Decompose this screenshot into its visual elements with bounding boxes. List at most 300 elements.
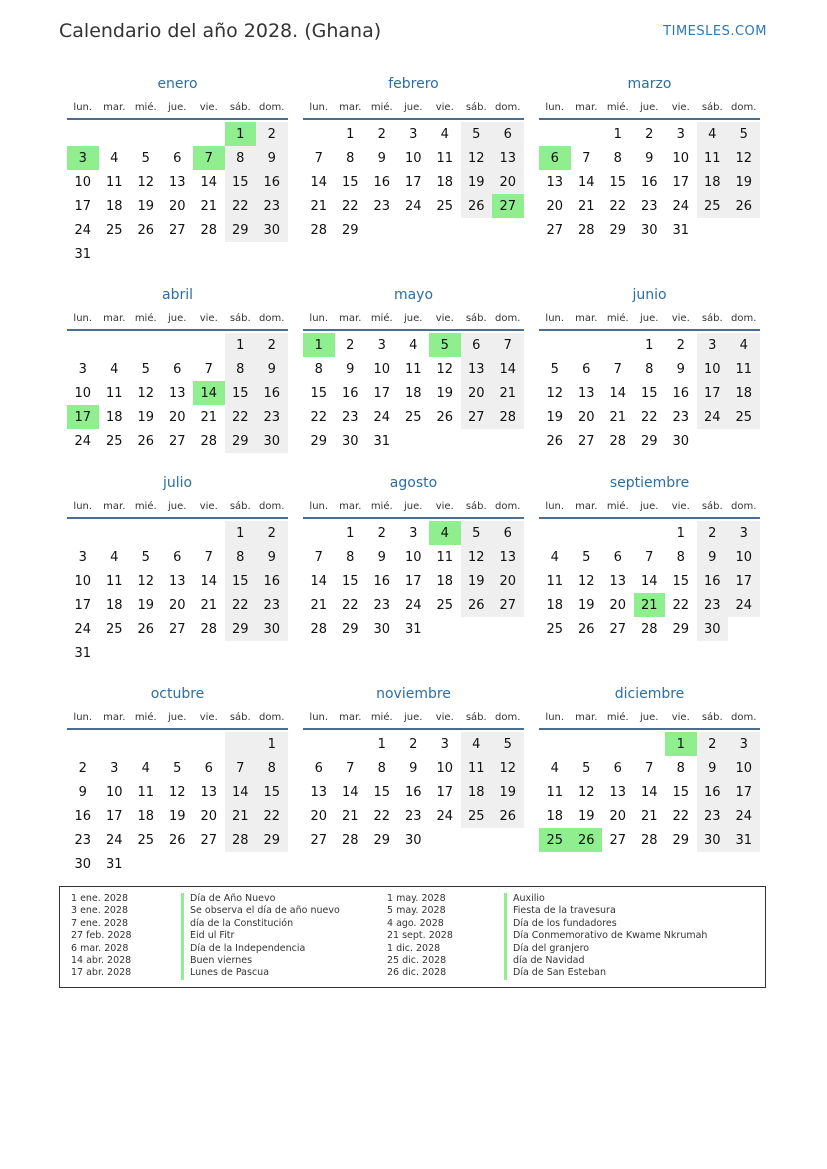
day-cell: 26 — [577, 621, 595, 637]
day-cell: 11 — [105, 573, 123, 589]
month-title: marzo — [627, 76, 672, 92]
day-cell: 27 — [609, 621, 627, 637]
holiday-day-cell: 25 — [539, 828, 571, 852]
day-cell: 8 — [676, 760, 685, 776]
weekday-label: jue. — [168, 312, 187, 324]
day-cell: 25 — [546, 621, 564, 637]
empty-cell — [162, 333, 194, 357]
day-grid — [303, 122, 524, 242]
day-cell: 28 — [492, 405, 524, 429]
day-cell: 22 — [225, 405, 257, 429]
day-cell: 13 — [168, 385, 186, 401]
weekday-label: sáb. — [701, 312, 723, 324]
day-cell: 8 — [613, 150, 622, 166]
day-cell: 10 — [404, 549, 422, 565]
day-cell: 12 — [577, 573, 595, 589]
holiday-name: Día de la Independencia — [181, 943, 340, 955]
empty-cell — [193, 732, 225, 756]
day-cell: 2 — [256, 333, 288, 357]
day-cell: 5 — [141, 549, 150, 565]
day-cell: 28 — [200, 433, 218, 449]
day-cell: 5 — [582, 549, 591, 565]
day-cell: 30 — [672, 433, 690, 449]
day-cell: 25 — [105, 621, 123, 637]
day-cell: 19 — [461, 170, 493, 194]
holiday-day-cell: 7 — [193, 146, 225, 170]
day-cell: 23 — [373, 597, 391, 613]
day-cell: 25 — [728, 405, 760, 429]
weekday-label: mar. — [339, 312, 362, 324]
day-cell: 5 — [461, 521, 493, 545]
day-cell: 17 — [373, 385, 391, 401]
day-cell: 29 — [225, 429, 257, 453]
weekday-label: sáb. — [465, 312, 487, 324]
day-cell: 31 — [74, 645, 92, 661]
day-cell: 23 — [697, 593, 729, 617]
day-cell: 19 — [461, 569, 493, 593]
day-cell: 28 — [577, 222, 595, 238]
day-cell: 1 — [377, 736, 386, 752]
day-cell: 27 — [168, 222, 186, 238]
day-cell: 7 — [582, 150, 591, 166]
day-cell: 28 — [200, 621, 218, 637]
holiday-name: Auxilio — [504, 893, 707, 905]
day-grid — [67, 732, 288, 876]
day-cell: 6 — [492, 521, 524, 545]
weekday-header — [67, 495, 288, 519]
weekday-label: lun. — [545, 312, 565, 324]
day-cell: 18 — [436, 573, 454, 589]
month-title: junio — [632, 287, 667, 303]
weekday-label: mié. — [606, 711, 629, 723]
weekday-header — [67, 96, 288, 120]
day-cell: 30 — [256, 617, 288, 641]
day-cell: 9 — [256, 545, 288, 569]
holiday-date: 4 ago. 2028 — [387, 917, 444, 929]
day-cell: 8 — [645, 361, 654, 377]
month-title: febrero — [388, 76, 439, 92]
weekday-label: sáb. — [229, 101, 251, 113]
day-cell: 4 — [110, 549, 119, 565]
day-cell: 5 — [550, 361, 559, 377]
weekday-header — [303, 96, 524, 120]
empty-cell — [571, 333, 603, 357]
day-cell: 24 — [373, 409, 391, 425]
day-cell: 24 — [105, 832, 123, 848]
day-cell: 21 — [200, 409, 218, 425]
holiday-date: 7 ene. 2028 — [71, 917, 128, 929]
day-cell: 22 — [640, 409, 658, 425]
weekday-label: dom. — [495, 312, 521, 324]
day-cell: 29 — [373, 832, 391, 848]
day-cell: 23 — [256, 593, 288, 617]
day-grid — [67, 333, 288, 453]
weekday-label: mar. — [103, 312, 126, 324]
empty-cell — [303, 122, 335, 146]
day-cell: 12 — [137, 385, 155, 401]
day-cell: 24 — [697, 405, 729, 429]
day-cell: 16 — [373, 573, 391, 589]
day-cell: 23 — [404, 808, 422, 824]
day-cell: 9 — [697, 756, 729, 780]
day-cell: 19 — [577, 597, 595, 613]
day-cell: 17 — [105, 808, 123, 824]
weekday-label: lun. — [545, 711, 565, 723]
day-cell: 7 — [645, 760, 654, 776]
day-cell: 13 — [461, 357, 493, 381]
day-cell: 18 — [546, 597, 564, 613]
day-cell: 15 — [672, 573, 690, 589]
day-cell: 25 — [461, 804, 493, 828]
day-cell: 27 — [609, 832, 627, 848]
weekday-label: vie. — [671, 711, 690, 723]
day-cell: 11 — [105, 385, 123, 401]
weekday-header — [539, 495, 760, 519]
weekday-label: dom. — [259, 500, 285, 512]
weekday-label: dom. — [259, 711, 285, 723]
day-cell: 23 — [74, 832, 92, 848]
day-cell: 16 — [697, 780, 729, 804]
day-cell: 12 — [546, 385, 564, 401]
day-cell: 30 — [640, 222, 658, 238]
day-cell: 11 — [105, 174, 123, 190]
weekday-label: sáb. — [465, 101, 487, 113]
empty-cell — [539, 732, 571, 756]
day-cell: 8 — [225, 357, 257, 381]
day-cell: 10 — [74, 385, 92, 401]
empty-cell — [193, 333, 225, 357]
day-cell: 7 — [645, 549, 654, 565]
day-cell: 4 — [550, 549, 559, 565]
weekday-label: sáb. — [701, 101, 723, 113]
day-cell: 19 — [137, 198, 155, 214]
day-cell: 22 — [672, 597, 690, 613]
holiday-name: Buen viernes — [181, 955, 340, 967]
day-cell: 12 — [461, 545, 493, 569]
day-cell: 10 — [672, 150, 690, 166]
weekday-label: jue. — [168, 500, 187, 512]
holiday-name: Día de los fundadores — [504, 918, 707, 930]
brand-link[interactable]: TIMESLES.COM — [663, 24, 767, 39]
day-cell: 12 — [137, 573, 155, 589]
weekday-label: sáb. — [465, 711, 487, 723]
day-cell: 26 — [137, 433, 155, 449]
weekday-label: mié. — [134, 500, 157, 512]
day-cell: 9 — [676, 361, 685, 377]
empty-cell — [571, 732, 603, 756]
empty-cell — [130, 122, 162, 146]
day-cell: 16 — [373, 174, 391, 190]
empty-cell — [634, 521, 666, 545]
holiday-date: 6 mar. 2028 — [71, 942, 129, 954]
day-cell: 21 — [200, 597, 218, 613]
day-cell: 11 — [436, 150, 454, 166]
day-cell: 9 — [346, 361, 355, 377]
holiday-name: Eid ul Fitr — [181, 930, 340, 942]
day-cell: 3 — [78, 361, 87, 377]
day-cell: 10 — [74, 573, 92, 589]
day-cell: 10 — [373, 361, 391, 377]
day-grid — [303, 333, 524, 453]
day-cell: 11 — [697, 146, 729, 170]
weekday-label: lun. — [545, 500, 565, 512]
day-cell: 28 — [640, 832, 658, 848]
day-cell: 9 — [645, 150, 654, 166]
day-cell: 12 — [137, 174, 155, 190]
month-title: septiembre — [609, 475, 690, 491]
weekday-label: mar. — [575, 312, 598, 324]
empty-cell — [67, 122, 99, 146]
day-cell: 21 — [609, 409, 627, 425]
day-cell: 20 — [492, 569, 524, 593]
day-grid — [303, 732, 524, 852]
day-cell: 14 — [200, 174, 218, 190]
day-cell: 27 — [310, 832, 328, 848]
day-cell: 18 — [728, 381, 760, 405]
day-cell: 3 — [409, 525, 418, 541]
day-cell: 17 — [74, 198, 92, 214]
day-grid — [539, 732, 760, 852]
day-cell: 6 — [314, 760, 323, 776]
holiday-date: 1 ene. 2028 — [71, 893, 128, 904]
day-cell: 24 — [404, 597, 422, 613]
day-cell: 13 — [200, 784, 218, 800]
day-cell: 9 — [78, 784, 87, 800]
day-cell: 19 — [137, 409, 155, 425]
day-cell: 1 — [346, 126, 355, 142]
day-cell: 18 — [436, 174, 454, 190]
day-cell: 29 — [341, 222, 359, 238]
day-cell: 28 — [640, 621, 658, 637]
month-diciembre — [539, 682, 760, 852]
day-cell: 8 — [377, 760, 386, 776]
weekday-label: mar. — [575, 101, 598, 113]
day-cell: 13 — [168, 174, 186, 190]
day-grid — [67, 521, 288, 665]
day-cell: 27 — [168, 621, 186, 637]
day-grid — [539, 122, 760, 242]
day-cell: 29 — [341, 621, 359, 637]
weekday-label: mar. — [103, 500, 126, 512]
empty-cell — [67, 732, 99, 756]
day-cell: 7 — [314, 150, 323, 166]
day-cell: 15 — [225, 170, 257, 194]
empty-cell — [162, 521, 194, 545]
day-cell: 16 — [341, 385, 359, 401]
weekday-label: vie. — [199, 101, 218, 113]
day-cell: 1 — [676, 525, 685, 541]
empty-cell — [99, 521, 131, 545]
day-cell: 15 — [341, 573, 359, 589]
day-cell: 30 — [256, 429, 288, 453]
day-cell: 29 — [310, 433, 328, 449]
day-cell: 24 — [672, 198, 690, 214]
day-cell: 15 — [373, 784, 391, 800]
day-cell: 4 — [409, 337, 418, 353]
day-cell: 3 — [728, 732, 760, 756]
day-cell: 24 — [74, 621, 92, 637]
day-cell: 5 — [461, 122, 493, 146]
day-cell: 10 — [697, 357, 729, 381]
holiday-date: 14 abr. 2028 — [71, 954, 132, 966]
holiday-day-cell: 3 — [67, 146, 99, 170]
day-cell: 20 — [168, 198, 186, 214]
month-septiembre — [539, 471, 760, 641]
day-cell: 4 — [110, 150, 119, 166]
month-mayo — [303, 283, 524, 453]
day-cell: 22 — [341, 198, 359, 214]
weekday-label: sáb. — [701, 711, 723, 723]
day-cell: 16 — [256, 569, 288, 593]
holiday-date: 27 feb. 2028 — [71, 930, 132, 942]
day-cell: 24 — [404, 198, 422, 214]
empty-cell — [99, 122, 131, 146]
holiday-day-cell: 1 — [303, 333, 335, 357]
empty-cell — [571, 521, 603, 545]
day-cell: 9 — [377, 549, 386, 565]
day-cell: 26 — [168, 832, 186, 848]
empty-cell — [99, 732, 131, 756]
weekday-label: mié. — [134, 312, 157, 324]
day-cell: 11 — [728, 357, 760, 381]
day-cell: 16 — [697, 569, 729, 593]
holiday-date: 1 may. 2028 — [387, 893, 446, 904]
day-cell: 14 — [640, 784, 658, 800]
weekday-label: lun. — [309, 312, 329, 324]
day-cell: 25 — [105, 433, 123, 449]
day-cell: 14 — [341, 784, 359, 800]
weekday-label: sáb. — [229, 500, 251, 512]
day-cell: 28 — [200, 222, 218, 238]
day-cell: 12 — [461, 146, 493, 170]
day-cell: 17 — [697, 381, 729, 405]
day-cell: 13 — [609, 784, 627, 800]
day-cell: 31 — [672, 222, 690, 238]
day-cell: 17 — [672, 174, 690, 190]
day-cell: 31 — [373, 433, 391, 449]
day-cell: 7 — [613, 361, 622, 377]
day-cell: 1 — [346, 525, 355, 541]
day-cell: 17 — [728, 780, 760, 804]
holiday-day-cell: 1 — [665, 732, 697, 756]
day-cell: 27 — [461, 405, 493, 429]
day-cell: 4 — [141, 760, 150, 776]
day-cell: 20 — [577, 409, 595, 425]
day-cell: 1 — [256, 732, 288, 756]
day-cell: 24 — [728, 804, 760, 828]
day-cell: 26 — [436, 409, 454, 425]
day-cell: 26 — [137, 621, 155, 637]
day-cell: 15 — [640, 385, 658, 401]
empty-cell — [602, 333, 634, 357]
day-cell: 3 — [110, 760, 119, 776]
day-cell: 18 — [137, 808, 155, 824]
day-cell: 10 — [404, 150, 422, 166]
weekday-label: jue. — [168, 711, 187, 723]
day-cell: 2 — [697, 732, 729, 756]
page-title: Calendario del año 2028. (Ghana) — [59, 20, 382, 42]
weekday-header — [303, 495, 524, 519]
day-cell: 8 — [225, 146, 257, 170]
holiday-name: Se observa el día de año nuevo — [181, 905, 340, 917]
day-cell: 20 — [546, 198, 564, 214]
day-cell: 24 — [728, 593, 760, 617]
holiday-name: día de Navidad — [504, 955, 707, 967]
day-cell: 8 — [346, 150, 355, 166]
day-cell: 16 — [404, 784, 422, 800]
day-cell: 22 — [225, 593, 257, 617]
day-cell: 22 — [225, 194, 257, 218]
day-cell: 16 — [256, 170, 288, 194]
day-cell: 1 — [225, 521, 257, 545]
weekday-label: lun. — [73, 711, 93, 723]
day-cell: 7 — [225, 756, 257, 780]
day-cell: 14 — [200, 573, 218, 589]
day-cell: 17 — [404, 573, 422, 589]
day-cell: 15 — [225, 381, 257, 405]
day-cell: 27 — [492, 593, 524, 617]
weekday-label: mar. — [339, 711, 362, 723]
day-cell: 31 — [105, 856, 123, 872]
day-cell: 21 — [341, 808, 359, 824]
day-cell: 9 — [377, 150, 386, 166]
day-cell: 4 — [440, 126, 449, 142]
day-cell: 5 — [728, 122, 760, 146]
day-cell: 13 — [310, 784, 328, 800]
day-cell: 3 — [728, 521, 760, 545]
weekday-label: vie. — [199, 500, 218, 512]
day-cell: 22 — [373, 808, 391, 824]
empty-cell — [602, 521, 634, 545]
day-cell: 25 — [105, 222, 123, 238]
day-cell: 30 — [697, 828, 729, 852]
day-cell: 22 — [256, 804, 288, 828]
weekday-label: mié. — [134, 101, 157, 113]
weekday-header — [67, 307, 288, 331]
day-grid — [539, 333, 760, 453]
day-cell: 23 — [697, 804, 729, 828]
day-cell: 6 — [492, 122, 524, 146]
day-cell: 13 — [577, 385, 595, 401]
weekday-header — [539, 96, 760, 120]
weekday-label: dom. — [495, 500, 521, 512]
day-cell: 13 — [546, 174, 564, 190]
weekday-label: mié. — [606, 500, 629, 512]
weekday-label: lun. — [73, 500, 93, 512]
empty-cell — [335, 732, 367, 756]
day-cell: 26 — [461, 593, 493, 617]
day-cell: 4 — [550, 760, 559, 776]
day-cell: 18 — [105, 409, 123, 425]
day-cell: 29 — [672, 832, 690, 848]
weekday-label: dom. — [495, 101, 521, 113]
weekday-label: mié. — [370, 101, 393, 113]
day-cell: 11 — [546, 573, 564, 589]
day-cell: 19 — [436, 385, 454, 401]
day-cell: 1 — [225, 333, 257, 357]
empty-cell — [130, 521, 162, 545]
day-cell: 26 — [461, 194, 493, 218]
day-cell: 30 — [256, 218, 288, 242]
empty-cell — [193, 521, 225, 545]
day-cell: 20 — [609, 808, 627, 824]
empty-cell — [303, 521, 335, 545]
day-cell: 26 — [728, 194, 760, 218]
month-febrero — [303, 72, 524, 242]
day-cell: 17 — [74, 597, 92, 613]
day-cell: 25 — [137, 832, 155, 848]
weekday-label: jue. — [168, 101, 187, 113]
